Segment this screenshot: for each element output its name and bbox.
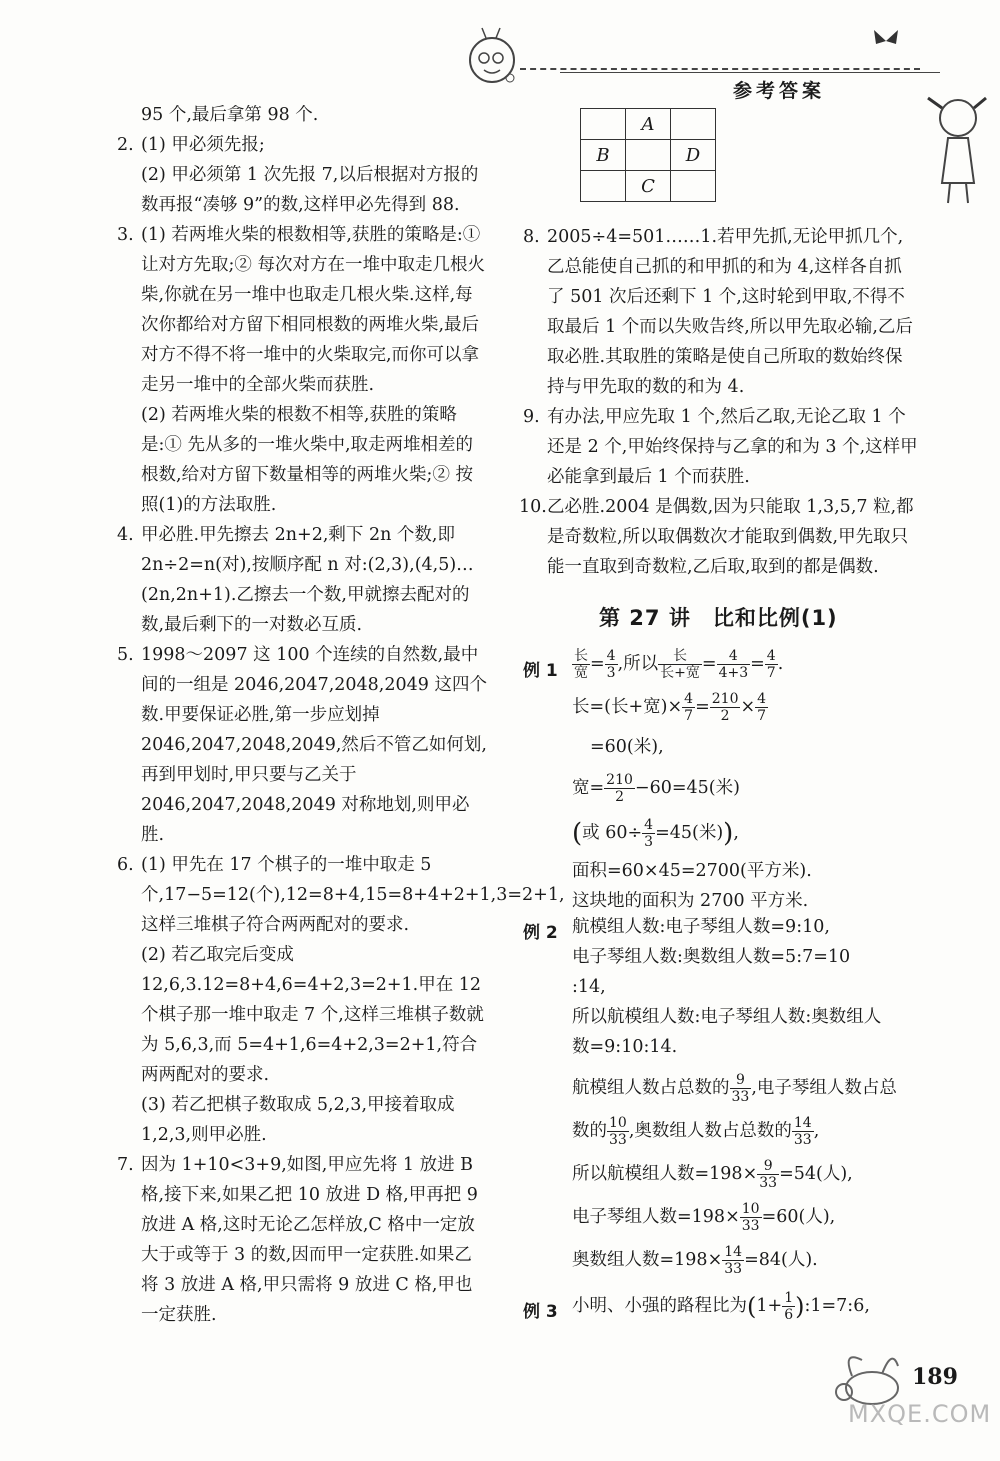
grid-cell-b: B bbox=[581, 140, 626, 171]
numerator: 14 bbox=[724, 1244, 743, 1260]
grid-cell bbox=[626, 140, 671, 171]
example-1-line-5: (或 60÷ $\frac{4}{3}$ =45(米)), bbox=[572, 817, 739, 850]
example-2-line: 航模组人数:电子琴组人数=9:10, bbox=[572, 917, 830, 937]
example-1-line-7: 这块地的面积为 2700 平方米. bbox=[572, 891, 809, 911]
cartoon-girl-icon bbox=[922, 88, 992, 208]
denominator: 7 bbox=[757, 708, 767, 724]
answer-number: 6. bbox=[117, 855, 134, 875]
numerator: 4 bbox=[757, 691, 767, 707]
denominator: 33 bbox=[759, 1175, 778, 1191]
denominator: 6 bbox=[784, 1307, 794, 1323]
example-1-label: 例 1 bbox=[523, 661, 558, 681]
text: =45(米) bbox=[655, 823, 724, 843]
answer-number: 9. bbox=[523, 407, 540, 427]
denominator: 33 bbox=[609, 1132, 627, 1148]
example-1-line-3: =60(米), bbox=[590, 737, 664, 757]
text: 数的 bbox=[572, 1121, 607, 1141]
answer-number: 5. bbox=[117, 645, 134, 665]
text: 宽= bbox=[572, 778, 605, 798]
answer-paragraph: (1) 甲先在 17 个棋子的一堆中取走 5 个,17−5=12(个),12=8+4,15=8+4+2+1,3=2+1,这样三堆棋子符合两两配对的要求. bbox=[141, 855, 565, 935]
answer-paragraph: (1) 甲必须先报; bbox=[141, 135, 265, 155]
answer-item-4 bbox=[117, 520, 487, 640]
example-2-line: 电子琴组人数:奥数组人数=5:7=10 bbox=[572, 947, 851, 967]
answer-number: 7. bbox=[117, 1155, 134, 1175]
text: −60=45(米) bbox=[634, 778, 740, 798]
example-1 bbox=[572, 648, 932, 916]
numerator: 长 bbox=[658, 648, 702, 665]
equals: = bbox=[590, 654, 605, 674]
example-2 bbox=[572, 912, 922, 1277]
answer-paragraph: (1) 若两堆火柴的根数相等,获胜的策略是:① 让对方先取;② 每次对方在一堆中取走几根火柴,你就在另一堆中也取走几根火柴.这样,每次你都给对方留下相同根数的两堆火柴,最后对方不得不将一堆中的火柴取完,而你可以拿走另一堆中的全部火柴而获胜. bbox=[141, 225, 485, 395]
numerator: 4 bbox=[684, 691, 694, 707]
text: ,奥数组人数占总数的 bbox=[628, 1121, 792, 1141]
denominator: 3 bbox=[644, 834, 654, 850]
lecture-title: 第 27 讲 比和比例(1) bbox=[599, 606, 838, 630]
fraction bbox=[607, 1115, 629, 1148]
answer-paragraph: 有办法,甲应先取 1 个,然后乙取,无论乙取 1 个还是 2 个,甲始终保持与乙拿的和为 3 个,这样甲必能拿到最后 1 个而获胜. bbox=[547, 407, 918, 487]
numerator: 4 bbox=[606, 648, 616, 664]
grid-cell-c: C bbox=[626, 171, 671, 202]
answer-number: 8. bbox=[523, 227, 540, 247]
numerator: 4 bbox=[717, 648, 751, 665]
page-number: 189 bbox=[912, 1364, 958, 1390]
text: :1=7:6, bbox=[804, 1296, 870, 1316]
text: =60(人), bbox=[761, 1207, 836, 1227]
example-1-line-2: 长=(长+宽)× $\frac{4}{7}$ = $\frac{210}{2}$ × $\frac{4}{7}$ bbox=[572, 691, 767, 724]
answer-item-10 bbox=[519, 492, 918, 582]
denominator: 宽 bbox=[574, 665, 588, 681]
answer-paragraph: 因为 1+10<3+9,如图,甲应先将 1 放进 B 格,接下来,如果乙把 10 放进 D 格,甲再把 9 放进 A 格,这时无论乙怎样放,C 格中一定放大于或等于 3 的数,因而甲一定获胜.如果乙将 3 放进 A 格,甲只需将 9 放进 C 格,甲也一定获胜. bbox=[141, 1155, 478, 1325]
text: =54(人), bbox=[779, 1164, 853, 1184]
example-2-result-1 bbox=[572, 1158, 922, 1191]
fraction bbox=[757, 1158, 779, 1191]
answer-item-2 bbox=[117, 130, 487, 220]
numerator: 210 bbox=[711, 691, 739, 707]
answer-paragraph: 乙必胜.2004 是偶数,因为只能取 1,3,5,7 粒,都是奇数粒,所以取偶数次才能取到偶数,甲先取只能一直取到奇数粒,乙后取,取到的都是偶数. bbox=[547, 497, 914, 577]
example-2-line: 所以航模组人数:电子琴组人数:奥数组人 bbox=[572, 1007, 882, 1027]
answer-number: 4. bbox=[117, 525, 134, 545]
answer-paragraph: 1998～2097 这 100 个连续的自然数,最中间的一组是 2046,2047,2048,2049 这四个数.甲要保证必胜,第一步应划掉 2046,2047,2048,2049,然后不管乙如何划,再到甲划时,甲只要与乙关于 2046,2047,2048,2049 对称地划,则甲必胜. bbox=[141, 645, 487, 845]
fraction bbox=[717, 648, 751, 681]
numerator: 1 bbox=[784, 1290, 794, 1306]
grid-cell-d: D bbox=[671, 140, 716, 171]
watermark-text: MXQE.COM bbox=[848, 1400, 992, 1428]
fraction bbox=[782, 1290, 795, 1323]
numerator: 4 bbox=[644, 817, 654, 833]
text: 1+ bbox=[756, 1296, 783, 1316]
text: 所以航模组人数=198× bbox=[572, 1164, 758, 1184]
denominator: 3 bbox=[606, 665, 616, 681]
answer-item-3 bbox=[117, 220, 487, 520]
fraction bbox=[658, 648, 702, 681]
example-3-label: 例 3 bbox=[523, 1302, 558, 1322]
answer-item-9 bbox=[523, 402, 918, 492]
example-2-label: 例 2 bbox=[523, 923, 558, 943]
answer-number: 2. bbox=[117, 135, 134, 155]
text: ,所以 bbox=[617, 654, 659, 674]
denominator: 33 bbox=[793, 1132, 812, 1148]
figure-grid bbox=[580, 108, 716, 202]
header-title: 参考答案 bbox=[733, 80, 826, 102]
answer-number: 10. bbox=[519, 497, 547, 517]
fraction bbox=[740, 1201, 762, 1234]
fraction bbox=[792, 1115, 814, 1148]
denominator: 33 bbox=[724, 1261, 743, 1277]
denominator: 33 bbox=[741, 1218, 760, 1234]
answer-item-7 bbox=[117, 1150, 487, 1330]
fraction bbox=[682, 691, 695, 724]
grid-cell bbox=[671, 109, 716, 140]
numerator: 9 bbox=[730, 1072, 752, 1089]
denominator: 4+3 bbox=[718, 665, 749, 681]
numerator: 14 bbox=[793, 1115, 812, 1131]
text: 电子琴组人数=198× bbox=[572, 1207, 740, 1227]
example-2-result-2 bbox=[572, 1201, 922, 1234]
header-dashed-line bbox=[520, 68, 920, 70]
example-2-line: 数=9:10:14. bbox=[572, 1037, 678, 1057]
example-1-line-4 bbox=[572, 772, 932, 805]
numerator: 9 bbox=[757, 1158, 779, 1175]
example-1-line-6: 面积=60×45=2700(平方米). bbox=[572, 861, 812, 881]
header-solid-line bbox=[560, 72, 940, 73]
answer-paragraph: (3) 若乙把棋子数取成 5,2,3,甲接着取成 1,2,3,则甲必胜. bbox=[141, 1095, 455, 1145]
text: =84(人). bbox=[744, 1250, 818, 1270]
example-1-line-1: $\frac{\text{长}}{\text{宽}}$ = $\frac{4}{3}$ ,所以 $\frac{\text{长}}{\text{长+宽}}$ = $\frac{4}{4+3}$ = $\frac{4}{7}$ . bbox=[574, 648, 784, 681]
answer-paragraph: (2) 若乙取完后变成 12,6,3.12=8+4,6=4+2,3=2+1.甲在 12 个棋子那一堆中取走 7 个,这样三堆棋子数就为 5,6,3,而 5=4+1,6=4+2,3=2+1,符合两两配对的要求. bbox=[141, 945, 484, 1085]
answer-paragraph: (2) 若两堆火柴的根数不相等,获胜的策略是:① 先从多的一堆火柴中,取走两堆相差的根数,给对方留下数量相等的两堆火柴;② 按照(1)的方法取胜. bbox=[141, 405, 474, 515]
numerator: 长 bbox=[574, 648, 588, 664]
answer-number: 3. bbox=[117, 225, 134, 245]
denominator: 33 bbox=[731, 1089, 750, 1105]
answer-item-5 bbox=[117, 640, 487, 850]
text: ,电子琴组人数占总 bbox=[751, 1078, 897, 1098]
text: 航模组人数占总数的 bbox=[572, 1078, 730, 1098]
grid-cell bbox=[581, 109, 626, 140]
fraction bbox=[765, 648, 778, 681]
fraction bbox=[755, 691, 768, 724]
answer-paragraph: 甲必胜.甲先擦去 2n+2,剩下 2n 个数,即 2n÷2=n(对),按顺序配 n 对:(2,3),(4,5)…(2n,2n+1).乙擦去一个数,甲就擦去配对的数,最后剩下的一对数必互质. bbox=[141, 525, 474, 635]
cartoon-sun-icon bbox=[462, 26, 522, 90]
denominator: 2 bbox=[720, 708, 730, 724]
denominator: 7 bbox=[766, 665, 776, 681]
text: 长=(长+宽)× bbox=[572, 697, 683, 717]
fraction bbox=[642, 817, 655, 850]
example-2-fraction-line-2: 数的 $\frac{10}{33}$ ,奥数组人数占总数的 $\frac{14}{33}$ , bbox=[572, 1115, 820, 1148]
example-3: 小明、小强的路程比为(1+ $\frac{1}{6}$ ):1=7:6, bbox=[572, 1290, 870, 1323]
intro-line: 95 个,最后拿第 98 个. bbox=[141, 105, 319, 125]
numerator: 10 bbox=[609, 1115, 627, 1131]
grid-cell bbox=[581, 171, 626, 202]
denominator: 2 bbox=[615, 789, 624, 805]
grid-cell bbox=[671, 171, 716, 202]
fraction bbox=[710, 691, 741, 724]
example-2-fraction-line-1 bbox=[572, 1072, 922, 1105]
example-2-line: :14, bbox=[572, 977, 606, 997]
right-column bbox=[519, 222, 918, 582]
numerator: 210 bbox=[606, 772, 633, 788]
fraction bbox=[572, 648, 590, 681]
answer-paragraph: (2) 甲必须第 1 次先报 7,以后根据对方报的数再报“凑够 9”的数,这样甲必先得到 88. bbox=[141, 165, 479, 215]
butterfly-icon bbox=[866, 26, 906, 56]
fraction bbox=[722, 1244, 744, 1277]
fraction bbox=[604, 772, 635, 805]
denominator: 长+宽 bbox=[660, 665, 700, 681]
answer-paragraph: 2005÷4=501……1.若甲先抓,无论甲抓几个,乙总能使自己抓的和甲抓的和为 4,这样各自抓了 501 次后还剩下 1 个,这时轮到甲取,不得不取最后 1 个而以失败告终,所以甲先取必输,乙后取必胜.其取胜的策略是使自己所取的数始终保持与甲先取的数的和为 4. bbox=[547, 227, 913, 397]
fraction bbox=[730, 1072, 752, 1105]
example-2-result-3 bbox=[572, 1244, 922, 1277]
answer-item-8 bbox=[523, 222, 918, 402]
numerator: 4 bbox=[766, 648, 776, 664]
text: 小明、小强的路程比为 bbox=[572, 1296, 747, 1316]
text: 奥数组人数=198× bbox=[572, 1250, 723, 1270]
grid-cell-a: A bbox=[626, 109, 671, 140]
text: 或 60÷ bbox=[582, 823, 643, 843]
denominator: 7 bbox=[684, 708, 694, 724]
fraction bbox=[605, 648, 618, 681]
numerator: 10 bbox=[741, 1201, 760, 1217]
